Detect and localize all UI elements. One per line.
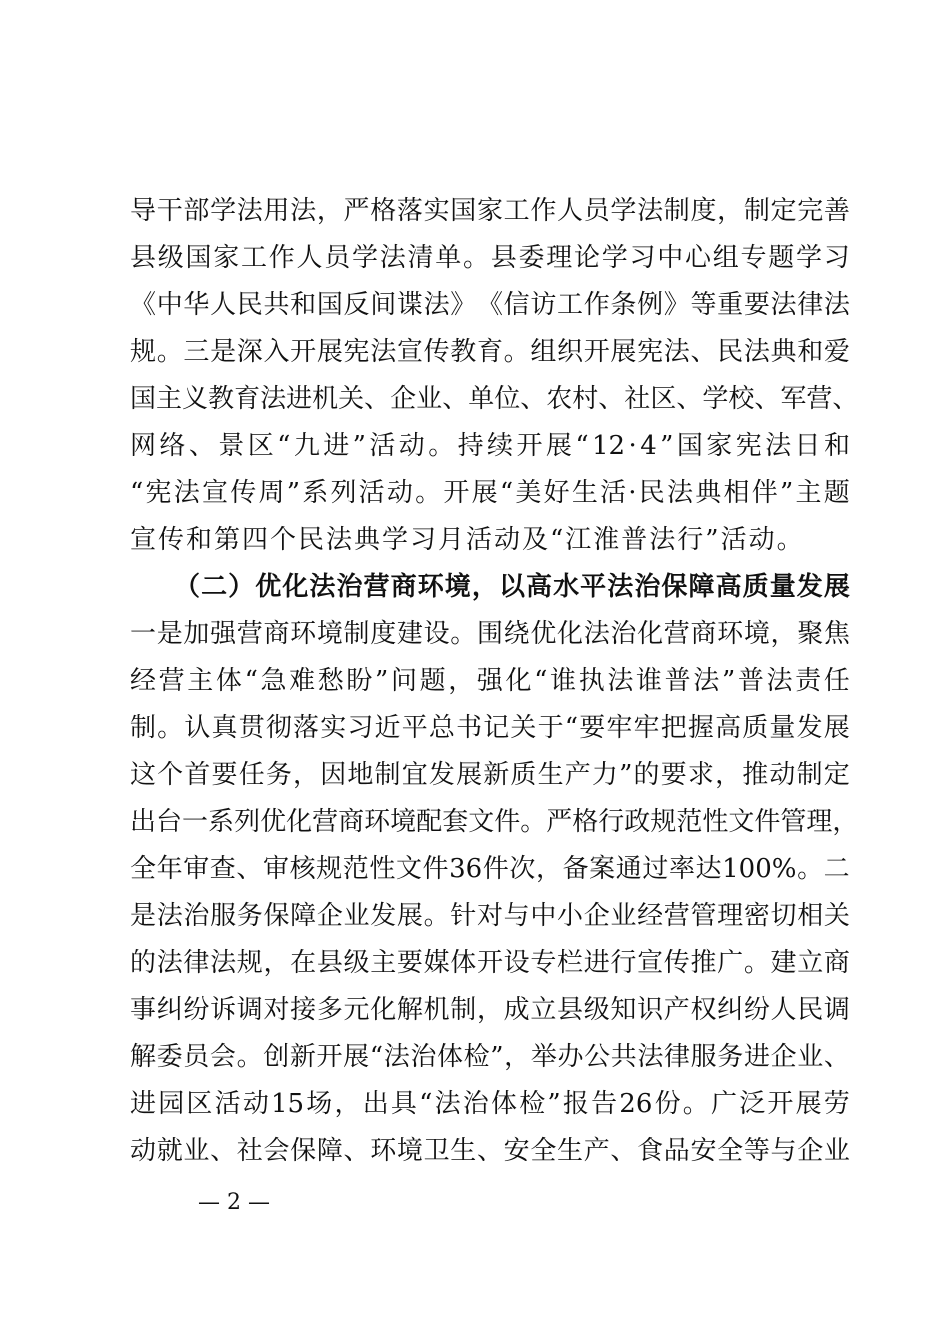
text-line-12: 制 。 认 真 贯 彻 落 实 习 近 平 总 书 记 关 于 “ 要 牢 牢 把 握 高 质 量 发 展	[130, 713, 850, 743]
text-line-11: 经 营 主 体 “ 急 难 愁 盼 ” 问 题 ， 强 化 “ 谁 执 法 谁 普 法 ” 普 法 责 任	[130, 666, 850, 696]
text-line-16: 是 法 治 服 务 保 障 企 业 发 展 。 针 对 与 中 小 企 业 经 营 管 理 密 切 相 关	[130, 901, 850, 931]
text-line-14: 出 台 一 系 列 优 化 营 商 环 境 配 套 文 件 。 严 格 行 政 规 范 性 文 件 管 理 ，	[130, 807, 859, 837]
text-line-8: 宣传和第四个民法典学习月活动及“江淮普法行”活动。	[130, 525, 805, 555]
text-line-13: 这 个 首 要 任 务 ， 因 地 制 宜 发 展 新 质 生 产 力 ” 的 要 求 ， 推 动 制 定	[130, 760, 850, 790]
text-line-3: 《 中 华 人 民 共 和 国 反 间 谍 法 》 《 信 访 工 作 条 例 》 等 重 要 法 律 法	[130, 290, 850, 320]
text-line-1: 导 干 部 学 法 用 法 ， 严 格 落 实 国 家 工 作 人 员 学 法 制 度 ， 制 定 完 善	[130, 196, 850, 226]
page-number: — 2 —	[198, 1190, 270, 1215]
text-line-19: 解 委 员 会 。 创 新 开 展 “ 法 治 体 检 ” ， 举 办 公 共 法 律 服 务 进 企 业 、	[130, 1042, 850, 1072]
text-line-18: 事 纠 纷 诉 调 对 接 多 元 化 解 机 制 ， 成 立 县 级 知 识 产 权 纠 纷 人 民 调	[130, 995, 850, 1025]
body-text	[130, 188, 859, 1175]
section-heading: （ 二 ） 优 化 法 治 营 商 环 境 ， 以 高 水 平 法 治 保 障 高 质 量 发 展	[174, 572, 850, 602]
text-line-6: 网 络 、 景 区 “ 九 进 ” 活 动 。 持 续 开 展 “ 12 · 4 ” 国 家 宪 法 日 和	[130, 431, 850, 461]
text-line-2: 县 级 国 家 工 作 人 员 学 法 清 单 。 县 委 理 论 学 习 中 心 组 专 题 学 习	[130, 243, 850, 273]
text-line-7: “ 宪 法 宣 传 周 ” 系 列 活 动 。 开 展 “ 美 好 生 活 · 民 法 典 相 伴 ” 主 题	[130, 478, 850, 508]
text-line-20: 进 园 区 活 动 15 场 ， 出 具 “ 法 治 体 检 ” 报 告 26 份 。 广 泛 开 展 劳	[130, 1089, 850, 1119]
text-line-5: 国 主 义 教 育 法 进 机 关 、 企 业 、 单 位 、 农 村 、 社 区 、 学 校 、 军 营 、	[130, 384, 859, 414]
text-line-21: 动 就 业 、 社 会 保 障 、 环 境 卫 生 、 安 全 生 产 、 食 品 安 全 等 与 企 业	[130, 1136, 850, 1166]
text-line-17: 的 法 律 法 规 ， 在 县 级 主 要 媒 体 开 设 专 栏 进 行 宣 传 推 广 。 建 立 商	[130, 948, 850, 978]
text-line-4: 规 。 三 是 深 入 开 展 宪 法 宣 传 教 育 。 组 织 开 展 宪 法 、 民 法 典 和 爱	[130, 337, 850, 367]
text-line-10: 一 是 加 强 营 商 环 境 制 度 建 设 。 围 绕 优 化 法 治 化 营 商 环 境 ， 聚 焦	[130, 619, 850, 649]
text-line-15: 全 年 审 查 、 审 核 规 范 性 文 件 36 件 次 ， 备 案 通 过 率 达 100% 。 二	[130, 854, 850, 884]
